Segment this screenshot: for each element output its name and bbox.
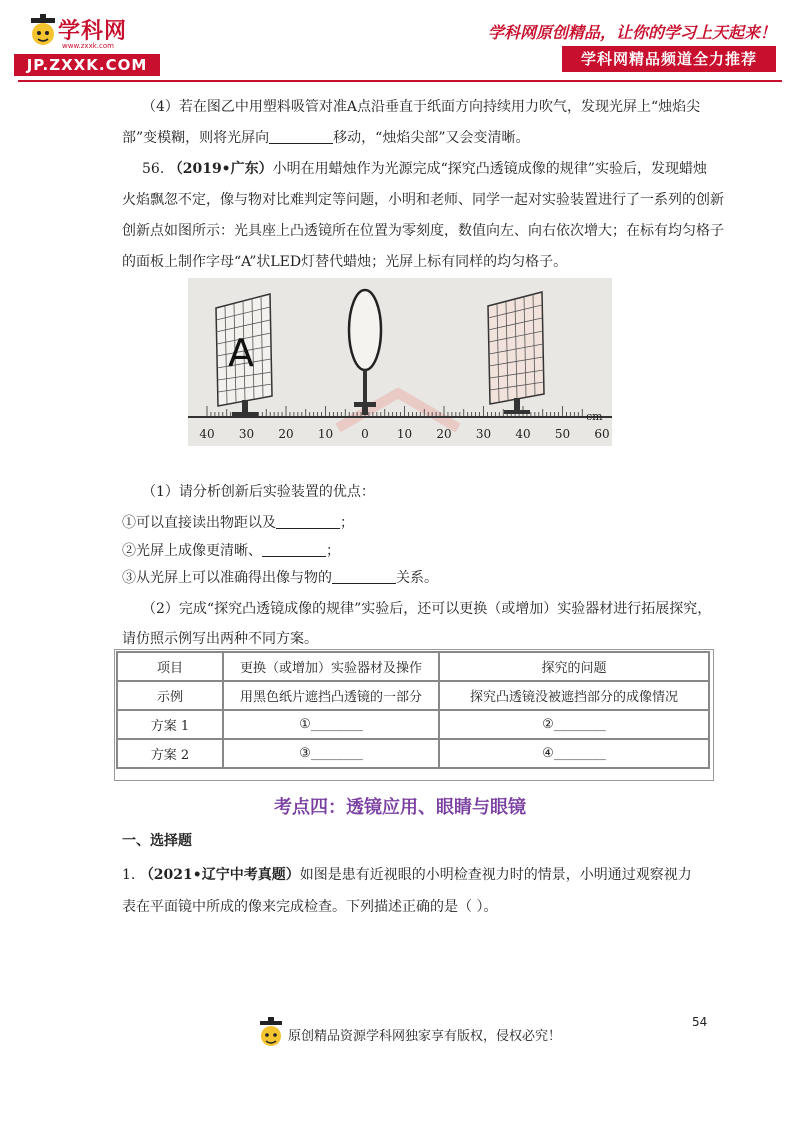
logo-subtext: www.zxxk.com	[62, 42, 114, 50]
table-header-row	[117, 652, 709, 681]
table-cell: ②________	[439, 710, 709, 739]
question-source: （2021•辽宁中考真题）	[139, 867, 300, 883]
table-cell: 方案 1	[117, 710, 223, 739]
sub1-item2-end: ；	[326, 543, 340, 559]
question-number: 1.	[122, 867, 136, 883]
ruler-label: 10	[396, 427, 413, 441]
table-cell: ①________	[223, 710, 439, 739]
table-cell: 探究凸透镜没被遮挡部分的成像情况	[439, 681, 709, 710]
table-cell: 方案 2	[117, 739, 223, 768]
header-slogan: 学科网原创精品，让你的学习上天起来！	[487, 23, 776, 42]
sub1-item3-text: ③从光屏上可以准确得出像与物的	[122, 570, 332, 586]
ruler-label: 40	[199, 427, 215, 441]
answer-blank	[276, 514, 340, 529]
q56-line1	[142, 158, 707, 178]
q56-line2: 火焰飘忽不定，像与物对比难判定等问题，小明和老师、同学一起对实验装置进行了一系列的创新	[122, 192, 724, 208]
sub1-item1	[122, 512, 354, 532]
ruler-label: 20	[278, 427, 294, 441]
sub1-intro: （1）请分析创新后实验装置的优点：	[142, 484, 375, 500]
ruler-label: 40	[515, 427, 531, 441]
logo-url: JP.ZXXK.COM	[14, 54, 160, 76]
table-header: 更换（或增加）实验器材及操作	[223, 652, 439, 681]
q4-line2-end: 移动，“烛焰尖部”又会变清晰。	[333, 130, 530, 146]
ruler-label: 10	[317, 427, 334, 441]
answer-blank	[332, 569, 396, 584]
q4-line1: （4）若在图乙中用塑料吸管对准A点沿垂直于纸面方向持续用力吹气，发现光屏上“烛焰尖	[142, 99, 701, 115]
led-letter: A	[228, 331, 254, 375]
experiment-table	[116, 651, 710, 769]
table-cell: 示例	[117, 681, 223, 710]
answer-blank	[262, 542, 326, 557]
q56-text-1: 小明在用蜡烛作为光源完成“探究凸透镜成像的规律”实验后，发现蜡烛	[272, 161, 707, 177]
footer-copyright: 原创精品资源学科网独家享有版权，侵权必究！	[288, 1029, 562, 1044]
site-logo[interactable]	[14, 12, 162, 74]
optical-bench-figure	[188, 278, 612, 446]
answer-blank	[269, 129, 333, 144]
q4-line2	[122, 127, 530, 147]
sub1-item1-end: ；	[340, 515, 354, 531]
q1-line2: 表在平面镜中所成的像来完成检查。下列描述正确的是（ ）。	[122, 899, 498, 915]
q56-line4: 的面板上制作字母“A”状LED灯替代蜡烛；光屏上标有同样的均匀格子。	[122, 254, 568, 270]
table-cell: ③________	[223, 739, 439, 768]
question-source: （2019•广东）	[168, 161, 273, 177]
table-cell: ④________	[439, 739, 709, 768]
sub2-line2: 请仿照示例写出两种不同方案。	[122, 631, 318, 647]
table-cell: 用黑色纸片遮挡凸透镜的一部分	[223, 681, 439, 710]
sub1-item1-text: ①可以直接读出物距以及	[122, 515, 276, 531]
ruler-label: 0	[361, 427, 369, 441]
convex-lens	[349, 290, 381, 415]
q1-line1	[122, 864, 692, 884]
led-panel	[216, 294, 272, 416]
logo-text: 学科网	[58, 19, 128, 44]
ruler-label: 50	[554, 427, 571, 441]
table-header: 项目	[117, 652, 223, 681]
sub1-item3	[122, 567, 438, 587]
q4-line2-start: 部”变模糊，则将光屏向	[122, 130, 270, 146]
sub1-item2-text: ②光屏上成像更清晰、	[122, 543, 262, 559]
q56-line3: 创新点如图所示：光具座上凸透镜所在位置为零刻度，数值向左、向右依次增大；在标有均匀格子	[122, 223, 724, 239]
sub1-item2	[122, 540, 340, 560]
mascot-icon	[28, 12, 58, 52]
table-row	[117, 681, 709, 710]
ruler-label: 30	[475, 427, 492, 441]
mascot-icon	[258, 1016, 284, 1052]
ruler-label: 60	[594, 427, 610, 441]
table-row	[117, 710, 709, 739]
q1-text-1: 如图是患有近视眼的小明检查视力时的情景，小明通过观察视力	[299, 867, 692, 883]
question-number: 56.	[142, 161, 165, 177]
table-header: 探究的问题	[439, 652, 709, 681]
table-row	[117, 739, 709, 768]
ruler-label: 30	[238, 427, 255, 441]
choice-heading: 一、选择题	[122, 833, 192, 849]
section-title: 考点四：透镜应用、眼睛与眼镜	[274, 797, 526, 818]
header-divider	[18, 80, 782, 82]
channel-badge: 学科网精品频道全力推荐	[562, 46, 776, 72]
page-number: 54	[692, 1015, 708, 1029]
ruler-unit: cm	[586, 410, 603, 423]
ruler-label: 20	[436, 427, 452, 441]
optical-bench-illustration	[188, 278, 612, 446]
light-screen	[488, 292, 544, 414]
sub1-item3-end: 关系。	[396, 570, 438, 586]
sub2-line1: （2）完成“探究凸透镜成像的规律”实验后，还可以更换（或增加）实验器材进行拓展探究，	[142, 601, 712, 617]
